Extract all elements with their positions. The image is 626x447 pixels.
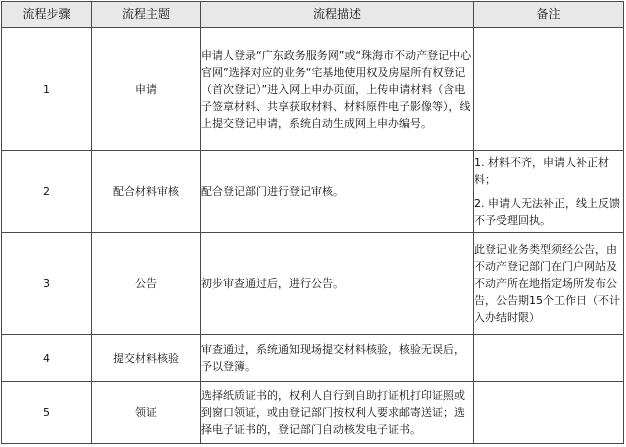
table-row [2,382,624,444]
header-description: 流程描述 [201,2,474,28]
step-topic: 公告 [92,233,201,335]
step-description: 审查通过，系统通知现场提交材料核验，核验无误后，予以登簿。 [201,335,474,382]
table-row [2,335,624,382]
step-description: 申请人登录“广东政务服务网”或“珠海市不动产登记中心官网”选择对应的业务“宅基地使用权及房屋所有权登记（首次登记）”进入网上申办页面，上传申请材料（含电子签章材料、共享获取材料、材料原件电子影像等），线上提交登记申请，系统自动生成网上申办编号。 [201,28,474,151]
header-note: 备注 [474,2,624,28]
note-item: 1. 材料不齐，申请人补正材料； [474,156,609,186]
note-item: 2. 申请人无法补正，线上反馈不予受理回执。 [474,197,620,227]
step-note [474,28,624,151]
step-number: 5 [2,382,92,444]
table-row [2,151,624,233]
header-step: 流程步骤 [2,2,92,28]
step-topic: 提交材料核验 [92,335,201,382]
header-topic: 流程主题 [92,2,201,28]
table-row [2,28,624,151]
step-description: 初步审查通过后，进行公告。 [201,233,474,335]
step-number: 1 [2,28,92,151]
process-table [1,1,624,444]
step-number: 3 [2,233,92,335]
step-note [474,151,624,233]
step-note [474,335,624,382]
table-row [2,233,624,335]
step-note: 此登记业务类型须经公告，由不动产登记部门在门户网站及不动产所在地指定场所发布公告，公告期15个工作日（不计入办结时限） [474,233,624,335]
step-topic: 申请 [92,28,201,151]
step-number: 4 [2,335,92,382]
step-topic: 配合材料审核 [92,151,201,233]
step-description: 配合登记部门进行登记审核。 [201,151,474,233]
step-description: 选择纸质证书的，权利人自行到自助打证机打印证照或到窗口领证，或由登记部门按权利人要求邮寄送证；选择电子证书的，登记部门自动核发电子证书。 [201,382,474,444]
step-topic: 领证 [92,382,201,444]
header-row [2,2,624,28]
step-number: 2 [2,151,92,233]
step-note [474,382,624,444]
